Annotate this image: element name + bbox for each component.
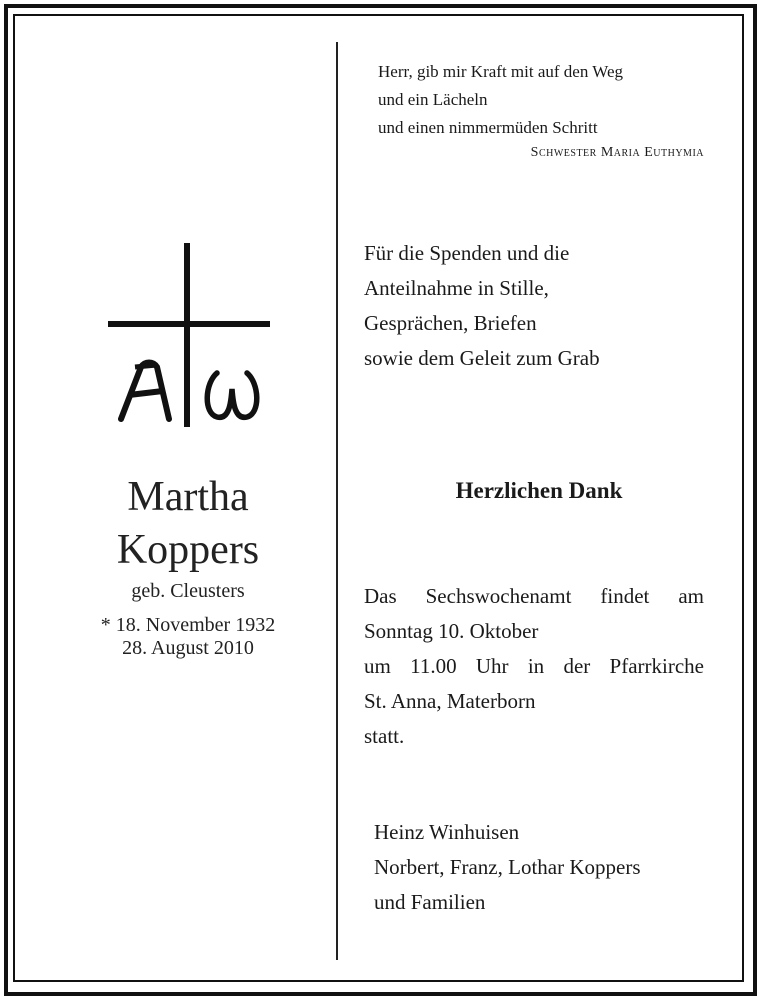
- signature-line: und Familien: [374, 890, 486, 914]
- first-name: Martha: [127, 474, 249, 520]
- maiden-name: geb. Cleusters: [131, 580, 245, 602]
- service-line: um 11.00 Uhr in der Pfarrkirche: [364, 654, 704, 678]
- column-divider: [336, 42, 338, 960]
- thanks-heading: Herzlichen Dank: [455, 478, 623, 503]
- cross-alpha-omega-icon: [105, 243, 271, 434]
- signature-line: Norbert, Franz, Lothar Koppers: [374, 855, 641, 879]
- poem-line: Herr, gib mir Kraft mit auf den Weg: [378, 62, 624, 81]
- signature-line: Heinz Winhuisen: [374, 820, 520, 844]
- last-name: Koppers: [116, 527, 260, 573]
- service-line: Das Sechswochenamt findet am: [364, 584, 704, 608]
- gratitude-line: sowie dem Geleit zum Grab: [364, 346, 600, 370]
- birth-date: * 18. November 1932: [100, 614, 276, 636]
- service-line: Sonntag 10. Oktober: [364, 619, 539, 643]
- gratitude-line: Für die Spenden und die: [364, 241, 570, 265]
- poem-line: und einen nimmermüden Schritt: [378, 118, 598, 137]
- service-line: statt.: [364, 724, 405, 748]
- poem-author: Schwester Maria Euthymia: [530, 145, 704, 160]
- poem-line: und ein Lächeln: [378, 90, 488, 109]
- death-date: 28. August 2010: [122, 637, 254, 659]
- gratitude-line: Anteilnahme in Stille,: [364, 276, 549, 300]
- service-line: St. Anna, Materborn: [364, 689, 536, 713]
- gratitude-line: Gesprächen, Briefen: [364, 311, 537, 335]
